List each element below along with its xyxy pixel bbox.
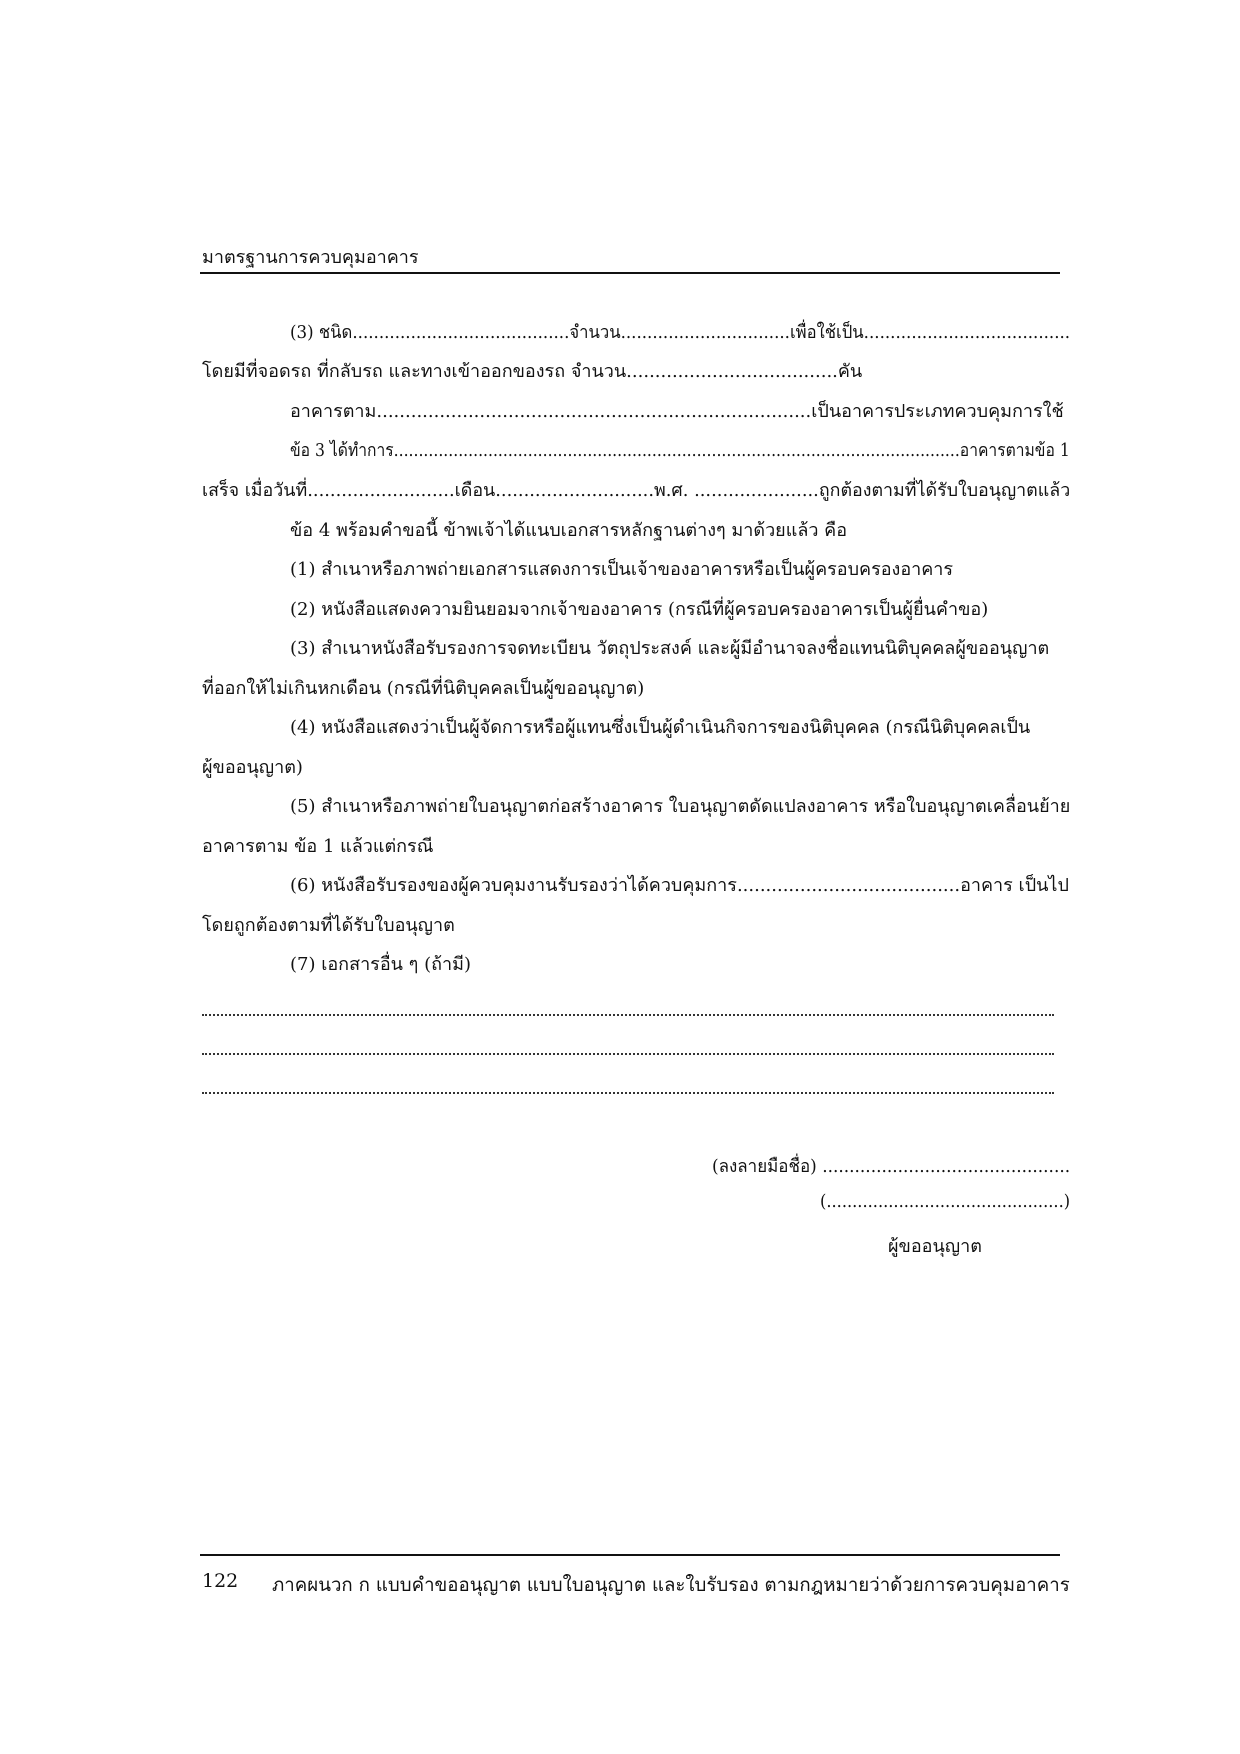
form-line-8-text: (2) หนังสือแสดงความยินยอมจากเจ้าของอาคาร (กรณีที่ผู้ครอบครองอาคารเป็นผู้ยื่นคำขอ) — [290, 599, 989, 620]
form-line-7-text: (1) สำเนาหรือภาพถ่ายเอกสารแสดงการเป็นเจ้าของอาคารหรือเป็นผู้ครอบครองอาคาร — [290, 559, 954, 580]
form-line-15-text: (6) หนังสือรับรองของผู้ควบคุมงานรับรองว่าได้ควบคุมการ.......................................อาคาร เป็นไป — [290, 875, 1069, 896]
form-line-17-text: (7) เอกสารอื่น ๆ (ถ้ามี) — [290, 954, 471, 975]
form-line-11-text: (4) หนังสือแสดงว่าเป็นผู้จัดการหรือผู้แทนซึ่งเป็นผู้ดำเนินกิจการของนิติบุคคล (กรณีนิติบุคคลเป็น — [290, 717, 1031, 738]
form-line-5-text: เสร็จ เมื่อวันที่..........................เดือน............................พ.ศ. ......................ถูกต้องตามที่ได้รับใบอนุญาตแล้ว — [202, 480, 1071, 501]
form-line-3-text: อาคารตาม............................................................................เป็นอาคารประเภทควบคุมการใช้ — [290, 401, 1064, 422]
running-footer: ภาคผนวก ก แบบคำขออนุญาต แบบใบอนุญาต และใบรับรอง ตามกฎหมายว่าด้วยการควบคุมอาคาร — [272, 1574, 1070, 1596]
form-line-10-text: ที่ออกให้ไม่เกินหกเดือน (กรณีที่นิติบุคคลเป็นผู้ขออนุญาต) — [202, 678, 645, 699]
form-line-9-text: (3) สำเนาหนังสือรับรองการจดทะเบียน วัตถุประสงค์ และผู้มีอำนาจลงชื่อแทนนิติบุคคลผู้ขออนุญาต — [290, 638, 1050, 659]
form-line-1-text: (3) ชนิด.........................................จำนวน................................เพื่อใช้เป็น....................................... — [290, 322, 1071, 343]
form-line-13-text: (5) สำเนาหรือภาพถ่ายใบอนุญาตก่อสร้างอาคาร ใบอนุญาตดัดแปลงอาคาร หรือใบอนุญาตเคลื่อนย้าย — [290, 796, 1071, 817]
form-line-2-text: โดยมีที่จอดรถ ที่กลับรถ และทางเข้าออกของรถ จำนวน.....................................คัน — [202, 361, 863, 382]
running-header: มาตรฐานการควบคุมอาคาร — [202, 247, 419, 268]
blank-dotted-line-1 — [202, 1014, 1054, 1016]
signature-line: (ลงลายมือชื่อ) .............................................. — [712, 1156, 1071, 1177]
page-number: 122 — [202, 1570, 239, 1592]
header-rule — [200, 272, 1060, 274]
form-line-14-text: อาคารตาม ข้อ 1 แล้วแต่กรณี — [202, 836, 434, 857]
signer-role: ผู้ขออนุญาต — [888, 1236, 982, 1257]
signer-name-line: (..............................................) — [820, 1191, 1071, 1212]
form-line-6-text: ข้อ 4 พร้อมคำขอนี้ ข้าพเจ้าได้แนบเอกสารหลักฐานต่างๆ มาด้วยแล้ว คือ — [290, 520, 848, 541]
blank-dotted-line-3 — [202, 1092, 1054, 1094]
form-line-4-text: ข้อ 3 ได้ทำการ..................................................................................................................อาคารตามข้อ 1 — [290, 440, 1070, 461]
footer-rule — [200, 1554, 1060, 1556]
form-line-12-text: ผู้ขออนุญาต) — [202, 757, 303, 778]
blank-dotted-line-2 — [202, 1053, 1054, 1055]
form-line-16-text: โดยถูกต้องตามที่ได้รับใบอนุญาต — [202, 915, 455, 936]
